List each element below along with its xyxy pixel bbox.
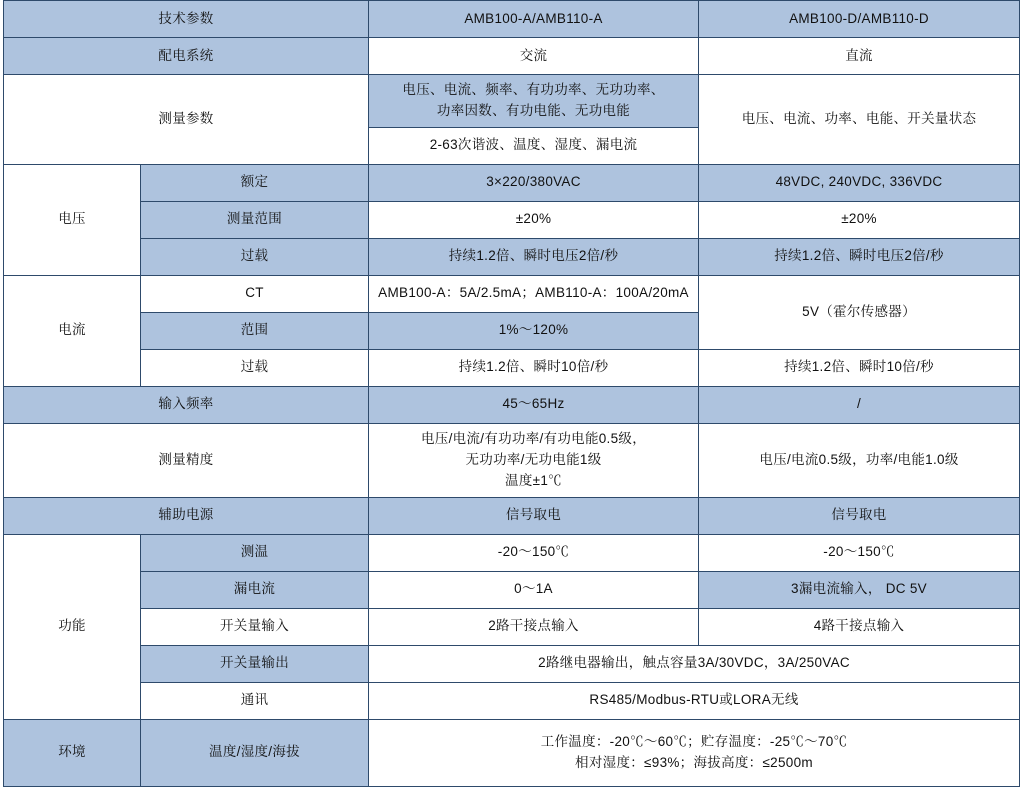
environment-value bbox=[369, 719, 1020, 786]
row-label-measure-params: 测量参数 bbox=[4, 75, 369, 165]
function-do-value: 2路继电器输出，触点容量3A/30VDC，3A/250VAC bbox=[369, 645, 1020, 682]
current-overload-label: 过载 bbox=[141, 349, 369, 386]
voltage-rated-a: 3×220/380VAC bbox=[369, 164, 699, 201]
current-range-a: 1%～120% bbox=[369, 312, 699, 349]
voltage-range-a: ±20% bbox=[369, 201, 699, 238]
function-di-d: 4路干接点输入 bbox=[699, 608, 1020, 645]
input-frequency-a: 45～65Hz bbox=[369, 386, 699, 423]
current-range-label: 范围 bbox=[141, 312, 369, 349]
table-row bbox=[4, 534, 1020, 571]
voltage-rated-d: 48VDC, 240VDC, 336VDC bbox=[699, 164, 1020, 201]
header-param-label: 技术参数 bbox=[4, 1, 369, 38]
measure-params-a-text1: 电压、电流、频率、有功功率、无功功率、 bbox=[402, 82, 665, 97]
table-row bbox=[4, 201, 1020, 238]
measure-params-d: 电压、电流、功率、电能、开关量状态 bbox=[699, 75, 1020, 165]
function-di-label: 开关量输入 bbox=[141, 608, 369, 645]
table-row bbox=[4, 238, 1020, 275]
row-label-environment: 环境 bbox=[4, 719, 141, 786]
current-ct-a: AMB100-A：5A/2.5mA；AMB110-A：100A/20mA bbox=[369, 275, 699, 312]
environment-sub-label: 温度/湿度/海拔 bbox=[141, 719, 369, 786]
accuracy-d: 电压/电流0.5级，功率/电能1.0级 bbox=[699, 423, 1020, 497]
current-overload-d: 持续1.2倍、瞬时10倍/秒 bbox=[699, 349, 1020, 386]
function-di-a: 2路干接点输入 bbox=[369, 608, 699, 645]
table-row bbox=[4, 608, 1020, 645]
function-temp-label: 测温 bbox=[141, 534, 369, 571]
function-leakage-d: 3漏电流输入， DC 5V bbox=[699, 571, 1020, 608]
aux-power-a: 信号取电 bbox=[369, 497, 699, 534]
current-ct-label: CT bbox=[141, 275, 369, 312]
voltage-range-d: ±20% bbox=[699, 201, 1020, 238]
table-row bbox=[4, 423, 1020, 497]
accuracy-a-line3: 温度±1℃ bbox=[505, 472, 562, 488]
voltage-overload-a: 持续1.2倍、瞬时电压2倍/秒 bbox=[369, 238, 699, 275]
table-row bbox=[4, 349, 1020, 386]
aux-power-d: 信号取电 bbox=[699, 497, 1020, 534]
row-label-function: 功能 bbox=[4, 534, 141, 719]
function-leakage-a: 0～1A bbox=[369, 571, 699, 608]
header-col-d: AMB100-D/AMB110-D bbox=[699, 1, 1020, 38]
function-comm-label: 通讯 bbox=[141, 682, 369, 719]
current-overload-a: 持续1.2倍、瞬时10倍/秒 bbox=[369, 349, 699, 386]
function-comm-value: RS485/Modbus-RTU或LORA无线 bbox=[369, 682, 1020, 719]
voltage-range-label: 测量范围 bbox=[141, 201, 369, 238]
table-row bbox=[4, 682, 1020, 719]
accuracy-a-line2: 无功功率/无功电能1级 bbox=[465, 451, 602, 467]
row-label-input-frequency: 输入频率 bbox=[4, 386, 369, 423]
table-row bbox=[4, 75, 1020, 128]
table-row bbox=[4, 719, 1020, 786]
environment-line2: 相对湿度：≤93%；海拔高度：≤2500m bbox=[575, 754, 813, 770]
row-label-current: 电流 bbox=[4, 275, 141, 386]
table-row bbox=[4, 38, 1020, 75]
measure-params-a-text2: 功率因数、有功电能、无功电能 bbox=[436, 102, 631, 118]
table-row bbox=[4, 645, 1020, 682]
voltage-overload-d: 持续1.2倍、瞬时电压2倍/秒 bbox=[699, 238, 1020, 275]
input-frequency-d: / bbox=[699, 386, 1020, 423]
current-ct-d: 5V（霍尔传感器） bbox=[699, 275, 1020, 349]
measure-params-a-harmonics: 2-63次谐波、温度、湿度、漏电流 bbox=[369, 127, 699, 164]
function-temp-d: -20～150℃ bbox=[699, 534, 1020, 571]
accuracy-a bbox=[369, 423, 699, 497]
row-label-aux-power: 辅助电源 bbox=[4, 497, 369, 534]
voltage-overload-label: 过载 bbox=[141, 238, 369, 275]
function-do-label: 开关量输出 bbox=[141, 645, 369, 682]
table-row bbox=[4, 275, 1020, 312]
table-row bbox=[4, 571, 1020, 608]
header-col-a: AMB100-A/AMB110-A bbox=[369, 1, 699, 38]
environment-line1: 工作温度：-20℃～60℃；贮存温度：-25℃～70℃ bbox=[540, 733, 848, 749]
table-header-row bbox=[4, 1, 1020, 38]
accuracy-a-line1: 电压/电流/有功功率/有功电能0.5级， bbox=[421, 430, 647, 446]
distribution-system-d: 直流 bbox=[699, 38, 1020, 75]
table-row bbox=[4, 497, 1020, 534]
row-label-accuracy: 测量精度 bbox=[4, 423, 369, 497]
table-row bbox=[4, 164, 1020, 201]
specification-table bbox=[3, 0, 1020, 787]
row-label-distribution-system: 配电系统 bbox=[4, 38, 369, 75]
measure-params-a-line1 bbox=[369, 75, 699, 128]
voltage-rated-label: 额定 bbox=[141, 164, 369, 201]
function-temp-a: -20～150℃ bbox=[369, 534, 699, 571]
row-label-voltage: 电压 bbox=[4, 164, 141, 275]
function-leakage-label: 漏电流 bbox=[141, 571, 369, 608]
distribution-system-a: 交流 bbox=[369, 38, 699, 75]
table-row bbox=[4, 386, 1020, 423]
